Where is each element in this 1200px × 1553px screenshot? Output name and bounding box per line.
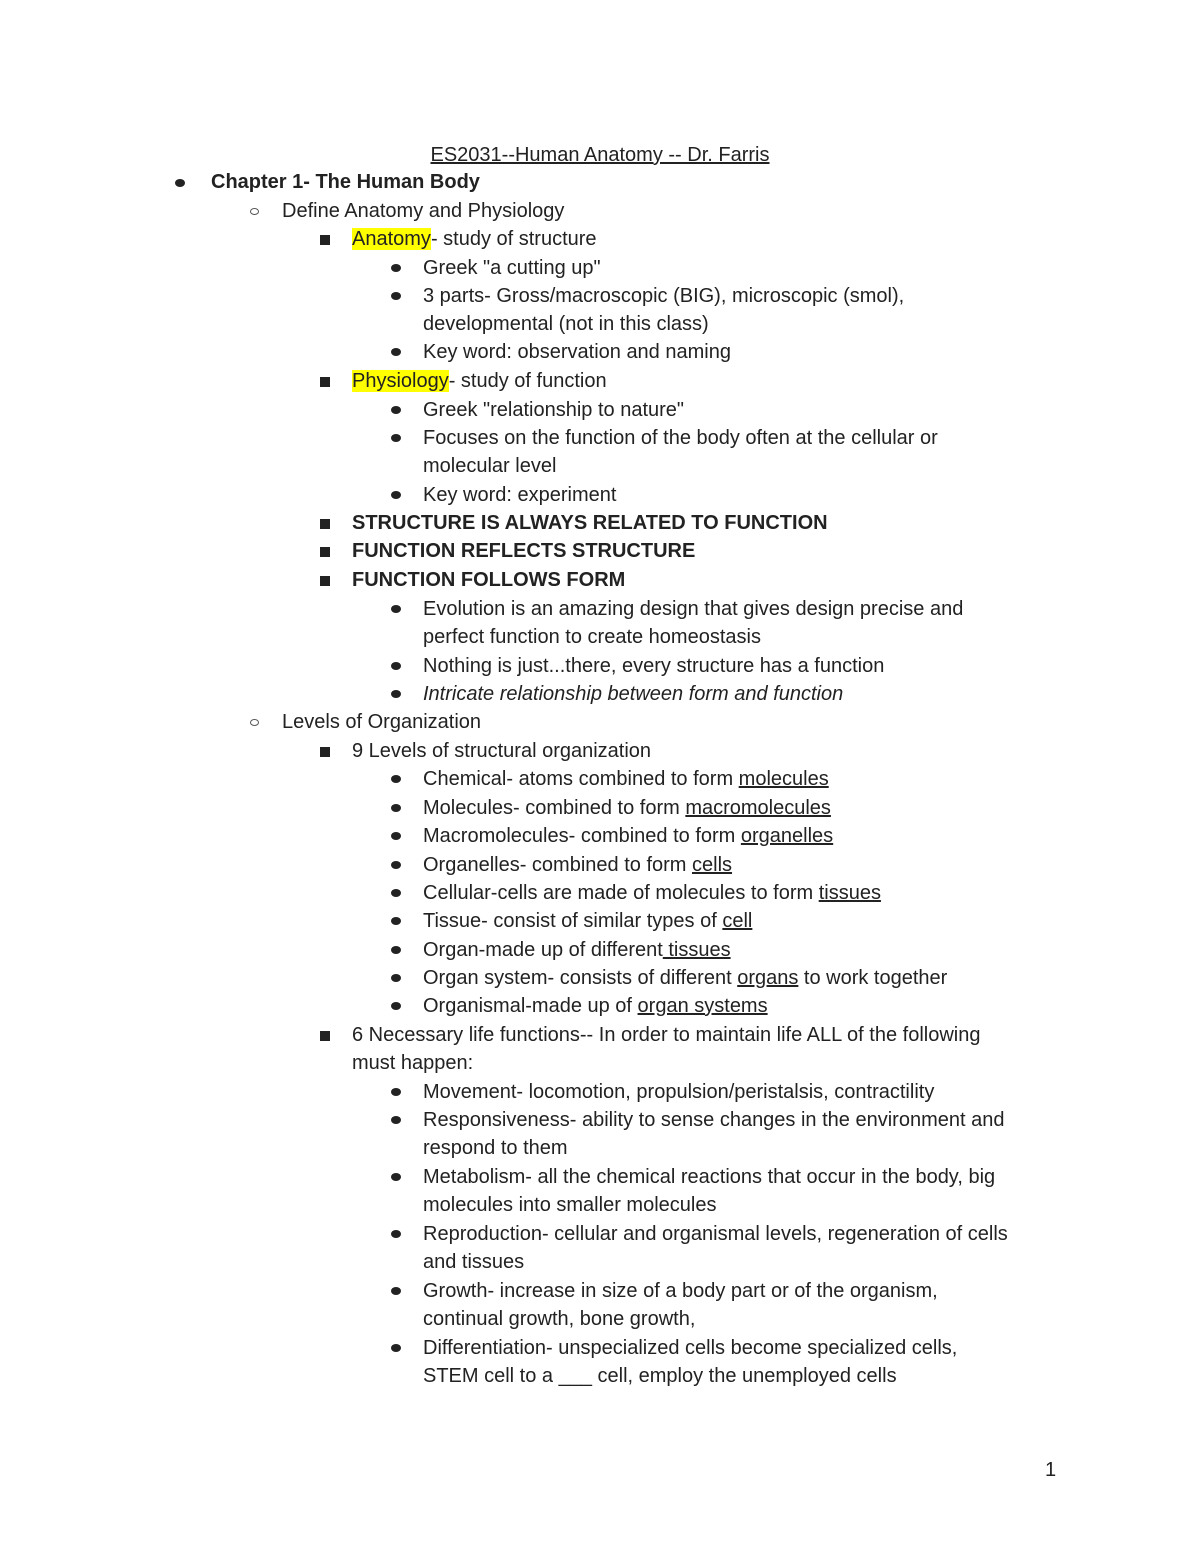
- bullet-dot-icon: [391, 832, 401, 840]
- anatomy-item: Anatomy- study of structure: [352, 225, 597, 253]
- bullet-dot-icon: [391, 1002, 401, 1010]
- page-number: 1: [1045, 1459, 1057, 1481]
- list-item: Focuses on the function of the body often at the cellular or: [423, 424, 938, 452]
- life-function-item: Growth- increase in size of a body part or of the organism,: [423, 1277, 938, 1305]
- bullet-square-icon: [320, 747, 330, 757]
- bullet-dot-icon: [391, 491, 401, 499]
- bullet-dot-icon: [391, 605, 401, 613]
- physiology-term: Physiology: [352, 370, 449, 392]
- bold-statement: FUNCTION FOLLOWS FORM: [352, 566, 625, 594]
- bullet-dot-icon: [391, 1344, 401, 1352]
- level-item: Chemical- atoms combined to form molecules: [423, 765, 829, 793]
- bullet-circle-icon: [250, 208, 259, 215]
- level-item: Molecules- combined to form macromolecules: [423, 794, 831, 822]
- bullet-dot-icon: [391, 690, 401, 698]
- list-item-continuation: STEM cell to a ___ cell, employ the unemployed cells: [423, 1365, 897, 1387]
- bullet-dot-icon: [391, 974, 401, 982]
- list-item: Nothing is just...there, every structure has a function: [423, 652, 884, 680]
- bullet-dot-icon: [391, 889, 401, 897]
- life-functions-heading: 6 Necessary life functions-- In order to maintain life ALL of the following: [352, 1021, 980, 1049]
- list-item: 3 parts- Gross/macroscopic (BIG), microscopic (smol),: [423, 282, 904, 310]
- level-item: Organ-made up of different tissues: [423, 936, 731, 964]
- levels-heading: 9 Levels of structural organization: [352, 737, 651, 765]
- life-functions-heading-continuation: must happen:: [352, 1052, 474, 1074]
- physiology-item: Physiology- study of function: [352, 367, 607, 395]
- bullet-dot-icon: [391, 946, 401, 954]
- level-item: Organismal-made up of organ systems: [423, 992, 768, 1020]
- list-item-continuation: continual growth, bone growth,: [423, 1308, 696, 1330]
- bullet-dot-icon: [391, 917, 401, 925]
- list-item-continuation: developmental (not in this class): [423, 313, 709, 335]
- life-function-item: Responsiveness- ability to sense changes in the environment and: [423, 1106, 1004, 1134]
- bullet-dot-icon: [391, 775, 401, 783]
- chapter-heading: Chapter 1- The Human Body: [211, 168, 480, 196]
- list-item-continuation: respond to them: [423, 1137, 568, 1159]
- level-item: Tissue- consist of similar types of cell: [423, 907, 752, 935]
- life-function-item: Movement- locomotion, propulsion/peristalsis, contractility: [423, 1078, 934, 1106]
- bullet-square-icon: [320, 1031, 330, 1041]
- list-item: Key word: observation and naming: [423, 338, 731, 366]
- bullet-dot-icon: [391, 406, 401, 414]
- list-item-continuation: and tissues: [423, 1251, 525, 1273]
- level-item: Organ system- consists of different organs to work together: [423, 964, 947, 992]
- document-title: ES2031--Human Anatomy -- Dr. Farris: [430, 144, 770, 166]
- bullet-dot-icon: [391, 1287, 401, 1295]
- bullet-square-icon: [320, 519, 330, 529]
- list-item-continuation: perfect function to create homeostasis: [423, 626, 761, 648]
- level-item: Macromolecules- combined to form organelles: [423, 822, 833, 850]
- life-function-item: Reproduction- cellular and organismal levels, regeneration of cells: [423, 1220, 1008, 1248]
- bullet-circle-icon: [250, 719, 259, 726]
- level-item: Cellular-cells are made of molecules to form tissues: [423, 879, 881, 907]
- bold-statement: STRUCTURE IS ALWAYS RELATED TO FUNCTION: [352, 509, 828, 537]
- bullet-dot-icon: [391, 434, 401, 442]
- bullet-dot-icon: [391, 662, 401, 670]
- life-function-item: Metabolism- all the chemical reactions that occur in the body, big: [423, 1163, 995, 1191]
- section-heading: Define Anatomy and Physiology: [282, 197, 564, 225]
- bullet-dot-icon: [391, 1088, 401, 1096]
- list-item: Greek "a cutting up": [423, 254, 601, 282]
- bullet-dot-icon: [391, 1173, 401, 1181]
- bullet-dot-icon: [391, 292, 401, 300]
- list-item: Greek "relationship to nature": [423, 396, 684, 424]
- anatomy-term: Anatomy: [352, 228, 431, 250]
- bullet-dot-icon: [391, 264, 401, 272]
- bullet-dot-icon: [391, 348, 401, 356]
- bullet-square-icon: [320, 576, 330, 586]
- level-item: Organelles- combined to form cells: [423, 851, 732, 879]
- bullet-dot-icon: [391, 1230, 401, 1238]
- bullet-dot-icon: [391, 804, 401, 812]
- bullet-dot-icon: [391, 1116, 401, 1124]
- bullet-square-icon: [320, 547, 330, 557]
- list-item-continuation: molecular level: [423, 455, 557, 477]
- list-item: Key word: experiment: [423, 481, 616, 509]
- bullet-square-icon: [320, 377, 330, 387]
- bullet-square-icon: [320, 235, 330, 245]
- list-item: Evolution is an amazing design that gives design precise and: [423, 595, 963, 623]
- bullet-dot-icon: [175, 179, 185, 187]
- bold-statement: FUNCTION REFLECTS STRUCTURE: [352, 537, 695, 565]
- list-item: Intricate relationship between form and function: [423, 680, 843, 708]
- list-item-continuation: molecules into smaller molecules: [423, 1194, 717, 1216]
- life-function-item: Differentiation- unspecialized cells become specialized cells,: [423, 1334, 957, 1362]
- section-heading: Levels of Organization: [282, 708, 481, 736]
- bullet-dot-icon: [391, 861, 401, 869]
